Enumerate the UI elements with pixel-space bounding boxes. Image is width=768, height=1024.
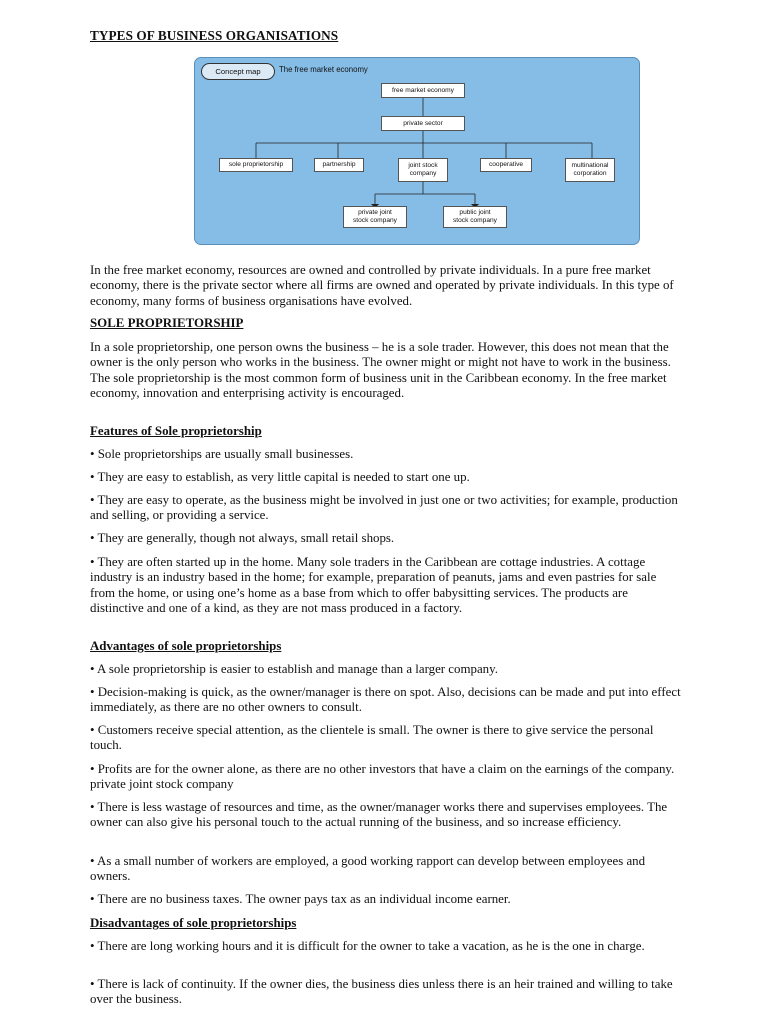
node-joint-stock-company [398, 158, 448, 182]
section-heading-sole-proprietorship: SOLE PROPRIETORSHIP [90, 316, 244, 330]
advantage-item: • A sole proprietorship is easier to establish and manage than a larger company. [90, 662, 498, 676]
concept-map-badge: Concept map [201, 63, 275, 80]
feature-item: • Sole proprietorships are usually small businesses. [90, 447, 354, 461]
node-label: partnership [322, 161, 356, 168]
section-heading-disadvantages: Disadvantages of sole proprietorships [90, 916, 297, 930]
concept-map-title: The free market economy [279, 65, 368, 74]
node-label-line1: public joint [459, 209, 491, 216]
node-label-line2: company [409, 170, 437, 177]
node-label: sole proprietorship [228, 161, 284, 168]
node-multinational-corporation [565, 158, 615, 182]
sole-proprietorship-paragraph: In a sole proprietorship, one person owns the business – he is a sole trader. However, this does not mean that the owner is the only person who works in the business. The owner might or might not have to work in the business. The sole proprietorship is the most common form of business unit in the Caribbean economy. In the free market economy, innovation and enterprising activity is encouraged. [90, 340, 671, 400]
advantage-item: • As a small number of workers are employed, a good working rapport can develop between employees and owners. [90, 854, 646, 884]
feature-item: • They are generally, though not always, small retail shops. [90, 531, 395, 545]
feature-item: • They are often started up in the home. Many sole traders in the Caribbean are cottage industries. A cottage industry is an industry based in the home; for example, preparation of peanuts, jams and even pastries for sale from the home, or using one’s home as a base from which to offer babysitting services. The products are distinctive and one of a kind, as they are not mass produced in a factory. [90, 555, 657, 615]
node-private-joint-stock-company [343, 206, 407, 228]
node-free-market-economy [381, 83, 465, 98]
node-label-line1: private joint [358, 209, 392, 216]
node-private-sector [381, 116, 465, 131]
node-sole-proprietorship [219, 158, 293, 172]
advantage-item: • Profits are for the owner alone, as there are no other investors that have a claim on the earnings of the company. private joint stock company [90, 762, 675, 792]
feature-item: • They are easy to establish, as very little capital is needed to start one up. [90, 470, 470, 484]
concept-map-figure [194, 57, 640, 245]
node-label-line2: stock company [353, 217, 397, 224]
node-label: free market economy [392, 86, 454, 94]
node-label: private sector [403, 119, 443, 127]
advantage-item: • Customers receive special attention, as the clientele is small. The owner is there to give service the personal touch. [90, 723, 654, 753]
node-public-joint-stock-company [443, 206, 507, 228]
advantage-item: • There is less wastage of resources and time, as the owner/manager works there and supervises employees. The owner can also give his personal touch to the actual running of the business, and so increase efficiency. [90, 800, 668, 830]
advantage-item: • There are no business taxes. The owner pays tax as an individual income earner. [90, 892, 511, 906]
node-partnership [314, 158, 364, 172]
node-label: cooperative [488, 161, 524, 168]
node-label-line1: multinational [571, 162, 609, 169]
node-label-line2: corporation [573, 170, 607, 177]
section-heading-advantages: Advantages of sole proprietorships [90, 639, 282, 653]
document-title: TYPES OF BUSINESS ORGANISATIONS [90, 28, 339, 43]
node-cooperative [480, 158, 532, 172]
advantage-item: • Decision-making is quick, as the owner/manager is there on spot. Also, decisions can be made and put into effect immediately, as there are no other owners to consult. [90, 685, 681, 715]
intro-paragraph: In the free market economy, resources are owned and controlled by private individuals. In a pure free market economy, there is the private sector where all firms are owned and operated by private individuals. In this type of economy, many forms of business organisations have evolved. [90, 263, 674, 308]
disadvantage-item: • There is lack of continuity. If the owner dies, the business dies unless there is an heir trained and willing to take over the business. [90, 977, 673, 1007]
node-label-line1: joint stock [408, 162, 438, 169]
section-heading-features: Features of Sole proprietorship [90, 424, 262, 438]
feature-item: • They are easy to operate, as the business might be involved in just one or two activities; for example, production and selling, or providing a service. [90, 493, 678, 523]
node-label-line2: stock company [453, 217, 497, 224]
disadvantage-item: • There are long working hours and it is difficult for the owner to take a vacation, as he is the one in charge. [90, 939, 645, 953]
